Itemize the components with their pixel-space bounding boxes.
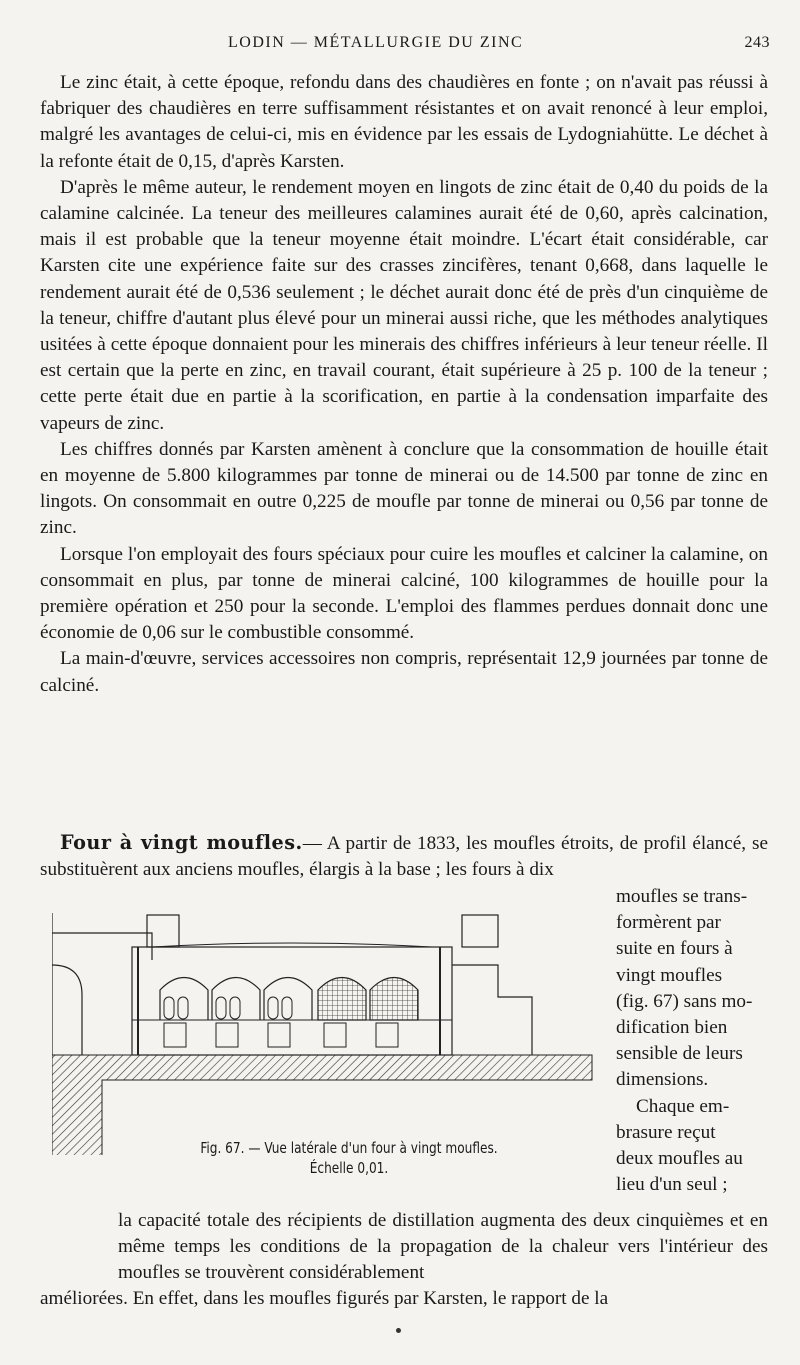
side-line: (fig. 67) sans mo- — [616, 990, 753, 1012]
caption-scale: Échelle 0,01. — [309, 1159, 389, 1177]
side-line: Chaque em- — [636, 1095, 730, 1117]
section-lead: — A partir de 1833, les moufles étroits, de profil élancé, se substituèrent aux anciens moufles, élargis à la base ; les fours à dix — [40, 833, 769, 881]
side-line: sensible de leurs — [616, 1043, 743, 1065]
side-line: dification bien — [616, 1017, 728, 1039]
side-line: moufles se trans- — [616, 886, 748, 907]
continuation-text: la capacité totale des récipients de distillation augmenta des deux cinquièmes et en même temps les conditions de la propagation de la chaleur vers l'intérieur des moufles se trouvèrent considérablement — [118, 1210, 768, 1284]
paragraph: Les chiffres donnés par Karsten amènent à conclure que la consommation de houille était en moyenne de 5.800 kilogrammes par tonne de minerai ou de 14.500 par tonne de zinc en lingots. On consommait en outre 0,225 de moufle par tonne de minerai ou 0,56 par tonne de zinc. — [40, 438, 768, 539]
side-line: brasure reçut — [616, 1121, 716, 1143]
caption-line: Fig. 67. — Vue latérale d'un four à vingt moufles. — [200, 1139, 498, 1157]
paragraph: D'après le même auteur, le rendement moyen en lingots de zinc était de 0,40 du poids de la calamine calcinée. La teneur des meilleures calamines aurait été de 0,60, après calcination, mais il est probable que la teneur moyenne était moindre. L'écart était considérable, car Karsten cite une expérience faite sur des crasses zincifères, tenant 0,668, dans laquelle le rendement aurait été de 0,536 seulement ; le déchet aurait donc été de près d'un cinquième de la teneur, chiffre d'autant plus élevé pour un minerai aussi riche, que les méthodes analytiques usitées à cette époque donnaient pour les minerais des chiffres inférieurs à leur teneur réelle. Il est certain que la perte en zinc, en travail courant, était supérieure à 25 p. 100 de la teneur ; cette perte était due en partie à la scorification, en partie à la condensation imparfaite des vapeurs de zinc. — [40, 176, 768, 434]
side-line: lieu d'un seul ; — [616, 1174, 728, 1196]
paragraph: Lorsque l'on employait des fours spéciaux pour cuire les moufles et calciner la calamine, on consommait en plus, par tonne de minerai calciné, 100 kilogrammes de houille pour la première opération et 250 pour la seconde. L'emploi des flammes perdues donnait donc une économie de 0,06 sur le combustible consommé. — [40, 543, 768, 644]
body-text — [40, 70, 768, 699]
section-paragraph — [40, 830, 768, 883]
running-title: LODIN — MÉTALLURGIE DU ZINC — [228, 34, 524, 51]
furnace-figure — [52, 905, 600, 1155]
figure-caption — [160, 1138, 538, 1178]
last-line: améliorées. En effet, dans les moufles figurés par Karsten, le rapport de la — [40, 1288, 609, 1309]
section-heading: Four à vingt moufles. — [60, 831, 303, 854]
side-line: vingt moufles — [616, 964, 723, 986]
paragraph: Le zinc était, à cette époque, refondu dans des chaudières en fonte ; on n'avait pas réussi à fabriquer des chaudières en terre suffisamment résistantes et on avait renoncé à leur emploi, malgré les avantages de celui-ci, mis en évidence par les essais de Lydogniahütte. Le déchet à la refonte était de 0,15, d'après Karsten. — [40, 72, 768, 172]
side-line: formèrent par — [616, 912, 721, 934]
side-column — [616, 884, 768, 1198]
running-header — [40, 34, 770, 56]
side-line: deux moufles au — [616, 1148, 743, 1170]
page-number: 243 — [744, 34, 770, 51]
ink-dot — [396, 1328, 401, 1333]
side-line: suite en fours à — [616, 938, 733, 960]
side-line: dimensions. — [616, 1069, 709, 1091]
paragraph: La main-d'œuvre, services accessoires non compris, représentait 12,9 journées par tonne de calciné. — [40, 648, 768, 696]
